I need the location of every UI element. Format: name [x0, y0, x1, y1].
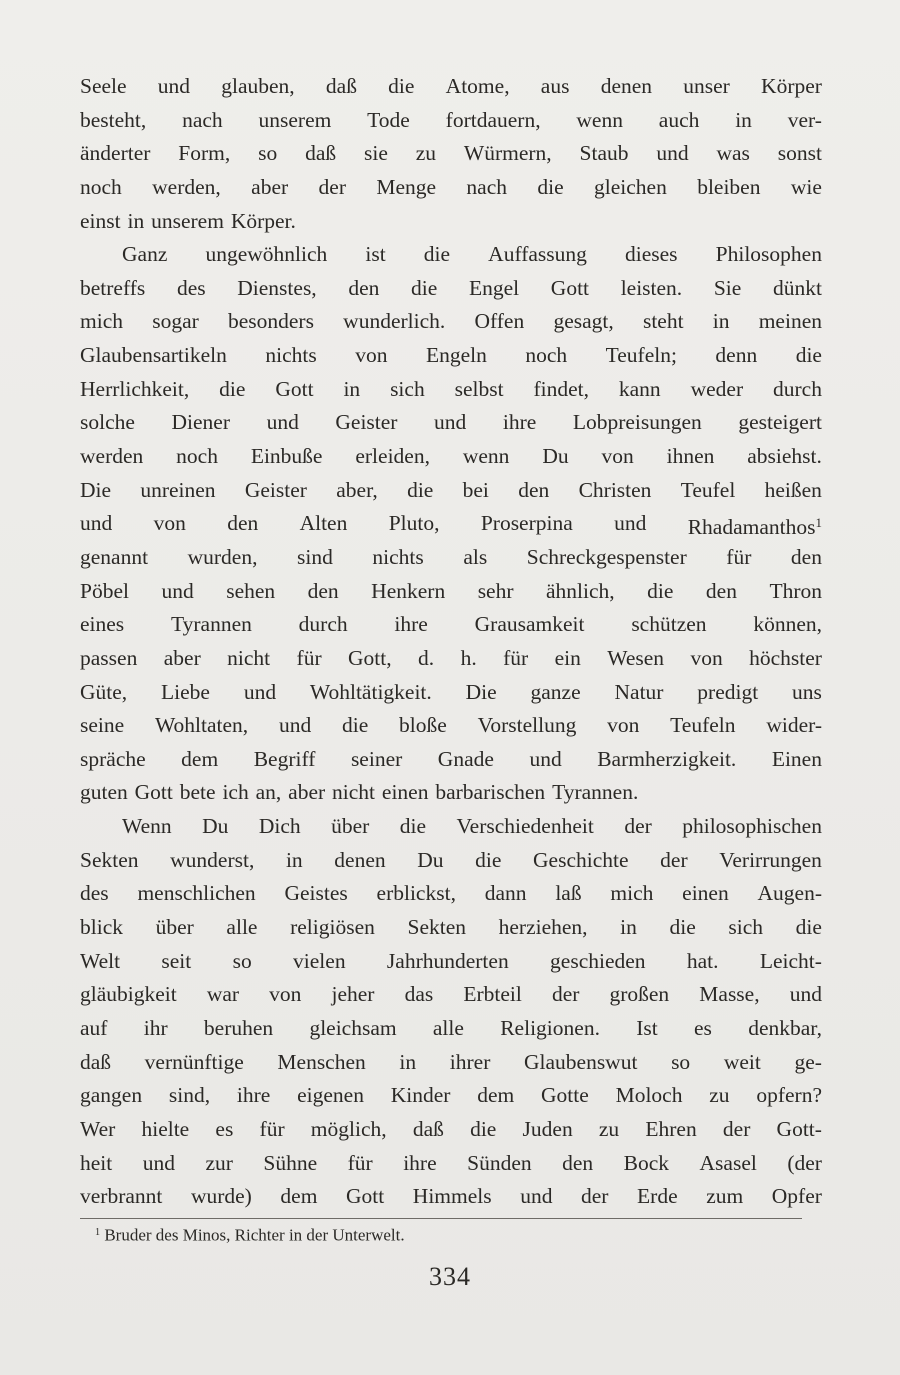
text-line: änderter Form, so daß sie zu Würmern, Staub und was sonst	[80, 141, 822, 166]
text-line: spräche dem Begriff seiner Gnade und Barmherzigkeit. Einen	[80, 746, 822, 771]
text-line: eines Tyrannen durch ihre Grausamkeit schützen können,	[80, 612, 822, 637]
text-line: heit und zur Sühne für ihre Sünden den Bock Asasel (der	[80, 1150, 822, 1175]
text-line: solche Diener und Geister und ihre Lobpreisungen gesteigert	[80, 410, 822, 435]
body-text	[80, 70, 822, 1214]
text-line: daß vernünftige Menschen in ihrer Glaubenswut so weit ge-	[80, 1049, 822, 1074]
text-line: Güte, Liebe und Wohltätigkeit. Die ganze Natur predigt uns	[80, 679, 822, 704]
text-line: Wenn Du Dich über die Verschiedenheit der philosophischen	[122, 814, 822, 839]
page-number: 334	[429, 1262, 471, 1291]
text-line: genannt wurden, sind nichts als Schreckgespenster für den	[80, 544, 822, 569]
text-line: seine Wohltaten, und die bloße Vorstellung von Teufeln wider-	[80, 713, 822, 738]
text-line: Glaubensartikeln nichts von Engeln noch Teufeln; denn die	[80, 343, 822, 368]
text-line: passen aber nicht für Gott, d. h. für ein Wesen von höchster	[80, 645, 822, 670]
text-line: gangen sind, ihre eigenen Kinder dem Gotte Moloch zu opfern?	[80, 1083, 822, 1108]
footnote-text: Bruder des Minos, Richter in der Unterwelt.	[104, 1225, 405, 1245]
text-line: blick über alle religiösen Sekten herziehen, in die sich die	[80, 915, 822, 940]
text-line: Seele und glauben, daß die Atome, aus denen unser Körper	[80, 74, 822, 98]
text-line: noch werden, aber der Menge nach die gleichen bleiben wie	[80, 174, 822, 199]
text-line: des menschlichen Geistes erblickst, dann laß mich einen Augen-	[80, 881, 822, 906]
text-line: Die unreinen Geister aber, die bei den Christen Teufel heißen	[80, 477, 822, 502]
text-line: Welt seit so vielen Jahrhunderten geschieden hat. Leicht-	[80, 948, 822, 973]
text-line: Wer hielte es für möglich, daß die Juden zu Ehren der Gott-	[80, 1116, 822, 1141]
text-line: mich sogar besonders wunderlich. Offen gesagt, steht in meinen	[80, 309, 822, 334]
footnote-reference: 1	[815, 516, 822, 531]
text-line: einst in unserem Körper.	[80, 208, 296, 233]
text-line: werden noch Einbuße erleiden, wenn Du von ihnen absiehst.	[80, 444, 822, 469]
text-line: gläubigkeit war von jeher das Erbteil der großen Masse, und	[80, 982, 822, 1007]
text-line: guten Gott bete ich an, aber nicht einen barbarischen Tyrannen.	[80, 780, 639, 805]
footnote	[95, 1220, 405, 1249]
text-line: betreffs des Dienstes, den die Engel Gott leisten. Sie dünkt	[80, 275, 822, 300]
footnote-rule	[80, 1218, 802, 1219]
text-line: auf ihr beruhen gleichsam alle Religionen. Ist es denkbar,	[80, 1015, 822, 1040]
text-line: Ganz ungewöhnlich ist die Auffassung dieses Philosophen	[122, 242, 822, 267]
text-line: besteht, nach unserem Tode fortdauern, wenn auch in ver-	[80, 107, 822, 132]
text-line: Pöbel und sehen den Henkern sehr ähnlich, die den Thron	[80, 578, 822, 603]
footnote-marker: 1	[95, 1227, 101, 1238]
text-line: verbrannt wurde) dem Gott Himmels und der Erde zum Opfer	[80, 1184, 822, 1209]
text-line: Herrlichkeit, die Gott in sich selbst findet, kann weder durch	[80, 376, 822, 401]
text-line: Sekten wunderst, in denen Du die Geschichte der Verirrungen	[80, 847, 822, 872]
text-line: und von den Alten Pluto, Proserpina und Rhadamanthos$^1$	[80, 511, 822, 540]
